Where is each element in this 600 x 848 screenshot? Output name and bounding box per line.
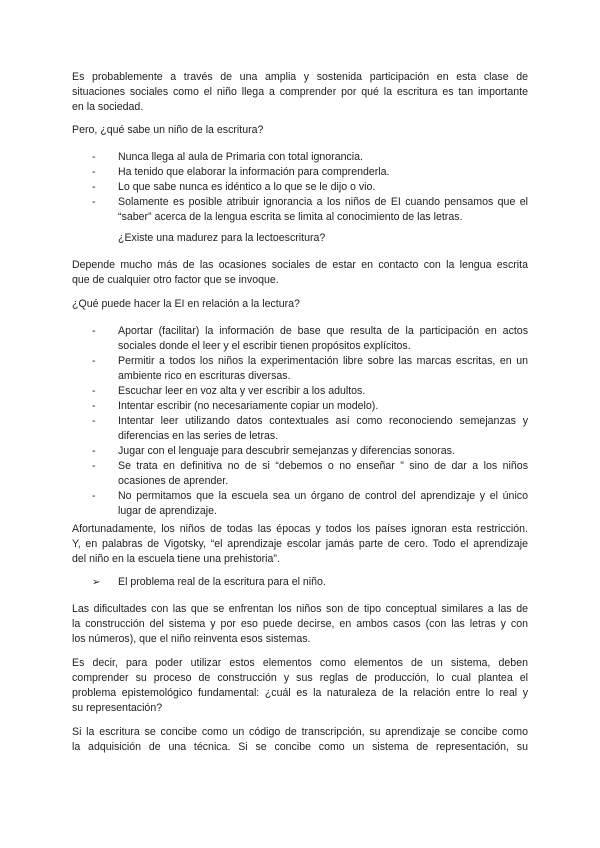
dash-bullet-icon: -: [92, 355, 96, 367]
text-line: ambiente rico en escrituras diversas.: [118, 370, 291, 382]
dash-bullet-icon: -: [92, 490, 96, 502]
dash-bullet-icon: -: [92, 445, 96, 457]
text-line: ¿Existe una madurez para la lectoescritura?: [118, 232, 326, 244]
text-line: Lo que sabe nunca es idéntico a lo que se le dijo o vio.: [118, 181, 376, 193]
text-line: los números), que el niño reinventa esos sistemas.: [72, 633, 311, 645]
text-line: Las dificultades con las que se enfrentan los niños son de tipo conceptual similares a las de: [72, 603, 528, 615]
text-line: “saber” acerca de la lengua escrita se limita al conocimiento de las letras.: [118, 211, 463, 223]
text-line: comprender su proceso de construcción y sus reglas de producción, lo cual plantea el: [72, 672, 528, 684]
text-line: Escuchar leer en voz alta y ver escribir a los adultos.: [118, 385, 366, 397]
text-line: su representación?: [72, 702, 163, 714]
list-item: [72, 444, 528, 459]
list-item: [72, 195, 528, 225]
text-line: situaciones sociales como el niño llega a comprender por qué la escritura es tan importante: [72, 86, 528, 98]
text-line: Solamente es posible atribuir ignorancia a los niños de EI cuando pensamos que el: [118, 196, 528, 208]
dash-bullet-icon: -: [92, 415, 96, 427]
text-line: Depende mucho más de las ocasiones sociales de estar en contacto con la lengua escrita: [72, 259, 528, 271]
list-item: [72, 324, 528, 354]
text-line: Nunca llega al aula de Primaria con total ignorancia.: [118, 151, 363, 163]
list-item: [72, 180, 528, 195]
list-item: [72, 165, 528, 180]
dash-bullet-icon: -: [92, 181, 96, 193]
paragraph: [72, 297, 528, 312]
paragraph: [72, 258, 528, 288]
paragraph: [72, 602, 528, 647]
text-line: la construcción del sistema y por eso puede decirse, en ambos casos (con las letras y con: [72, 618, 528, 630]
text-line: diferencias en las series de letras.: [118, 430, 279, 442]
text-line: sociales donde el leer y el escribir tienen propósitos explícitos.: [118, 340, 411, 352]
dash-bullet-icon: -: [92, 400, 96, 412]
text-line: Es probablemente a través de una amplia y sostenida participación en esta clase de: [72, 71, 528, 83]
arrow-item: [72, 575, 528, 590]
text-line: que de cualquier otro factor que se invoque.: [72, 274, 279, 286]
text-line: Se trata en definitiva no de si “debemos o no enseñar ” sino de dar a los niños: [118, 460, 528, 472]
list-item: [72, 414, 528, 444]
text-line: la adquisición de una técnica. Si se concibe como un sistema de representación, su: [72, 741, 528, 753]
text-line: Intentar leer utilizando datos contextuales así como reconociendo semejanzas y: [118, 415, 528, 427]
text-line: Pero, ¿qué sabe un niño de la escritura?: [72, 124, 264, 136]
arrow-bullet-icon: ➢: [92, 577, 101, 588]
text-line: ocasiones de aprender.: [118, 475, 229, 487]
text-line: Y, en palabras de Vigotsky, “el aprendizaje escolar jamás parte de cero. Todo el aprendizaje: [72, 538, 528, 550]
subheading: [72, 231, 528, 246]
text-line: ¿Qué puede hacer la EI en relación a la lectura?: [72, 298, 300, 310]
bullet-list: [72, 324, 528, 519]
paragraph: [72, 656, 528, 716]
list-item: [72, 399, 528, 414]
text-line: Jugar con el lenguaje para descubrir semejanzas y diferencias sonoras.: [118, 445, 455, 457]
section-heading: [72, 575, 528, 590]
dash-bullet-icon: -: [92, 151, 96, 163]
paragraph: [72, 123, 528, 138]
dash-bullet-icon: -: [92, 385, 96, 397]
text-line: Ha tenido que elaborar la información para comprenderla.: [118, 166, 390, 178]
dash-bullet-icon: -: [92, 196, 96, 208]
text-line: Si la escritura se concibe como un código de transcripción, su aprendizaje se concibe como: [72, 726, 528, 738]
list-item: [72, 150, 528, 165]
text-line: No permitamos que la escuela sea un órgano de control del aprendizaje y el único: [118, 490, 528, 502]
paragraph: [72, 70, 528, 115]
bullet-list: [72, 150, 528, 225]
text-line: lugar de aprendizaje.: [118, 505, 217, 517]
text-line: problema epistemológico fundamental: ¿cuál es la naturaleza de la relación entre lo real y: [72, 687, 528, 699]
text-line: Intentar escribir (no necesariamente copiar un modelo).: [118, 400, 379, 412]
list-item: [72, 489, 528, 519]
list-item: [72, 354, 528, 384]
text-line: Aportar (facilitar) la información de base que resulta de la participación en actos: [118, 325, 528, 337]
text-line: Afortunadamente, los niños de todas las épocas y todos los países ignoran esta restricción.: [72, 523, 528, 535]
paragraph: [72, 725, 528, 755]
dash-bullet-icon: -: [92, 460, 96, 472]
text-line: Permitir a todos los niños la experimentación libre sobre las marcas escritas, en un: [118, 355, 528, 367]
list-item: [72, 459, 528, 489]
dash-bullet-icon: -: [92, 325, 96, 337]
paragraph: [72, 522, 528, 567]
text-line: El problema real de la escritura para el niño.: [118, 576, 326, 588]
list-item: [72, 384, 528, 399]
dash-bullet-icon: -: [92, 166, 96, 178]
text-line: Es decir, para poder utilizar estos elementos como elementos de un sistema, deben: [72, 657, 528, 669]
text-line: del niño en la escuela tiene una prehistoria”.: [72, 553, 280, 565]
text-line: en la sociedad.: [72, 101, 144, 113]
